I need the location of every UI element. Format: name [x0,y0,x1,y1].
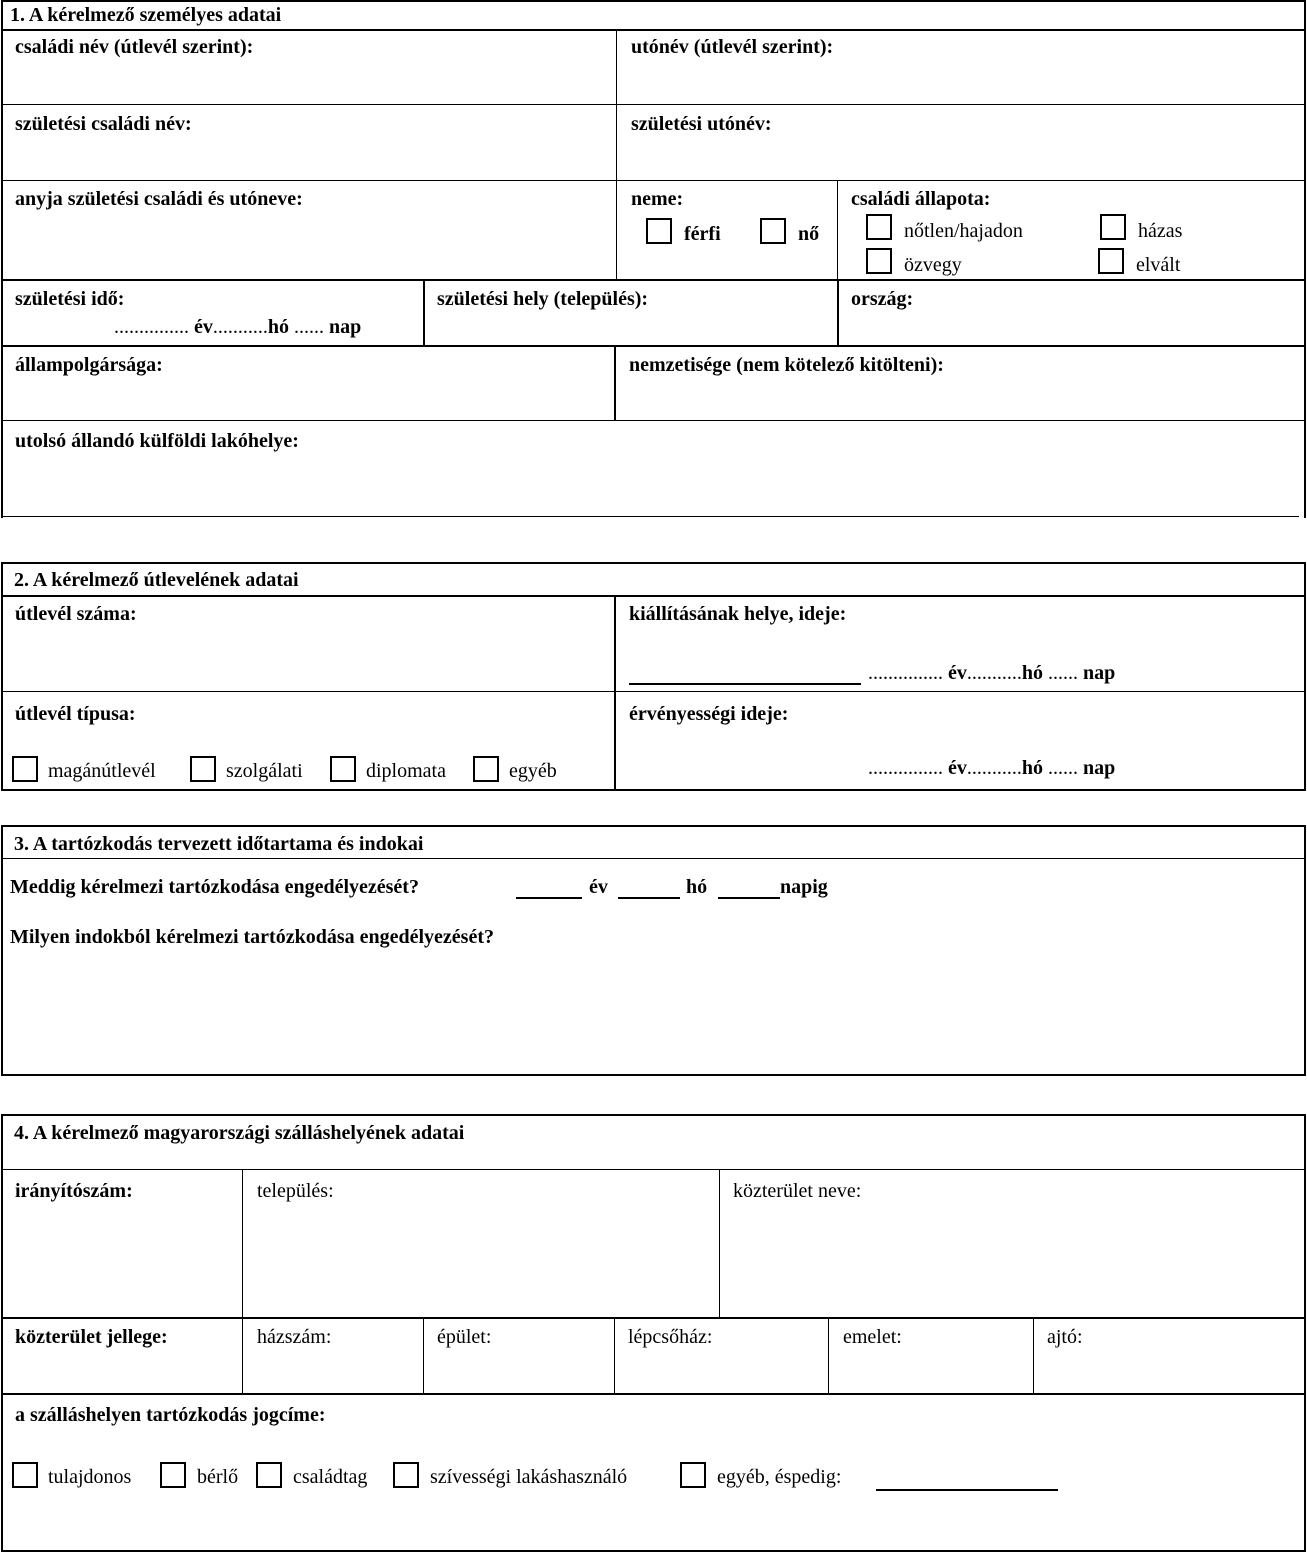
stay-months-label: hó [686,876,708,898]
stay-years-field[interactable] [516,897,582,899]
issue-date-day-dots: ...... [1048,662,1079,684]
passport-type-label: útlevél típusa: [15,703,136,725]
legal-title-label: a szálláshelyen tartózkodás jogcíme: [15,1404,326,1426]
legal-tenant-label: bérlő [197,1466,239,1488]
stay-months-field[interactable] [618,897,680,899]
birth-date-day-label: nap [329,316,362,338]
legal-courtesy-user-label: szívességi lakáshasználó [430,1466,628,1488]
issue-date-month-dots: ........... [966,662,1022,684]
floor-field[interactable] [830,1350,1032,1392]
divider [1,1169,1306,1170]
country-field[interactable] [840,312,1303,344]
passport-type-service-label: szolgálati [226,760,303,782]
divider [1,279,1306,281]
sex-female-label: nő [798,223,820,245]
marital-widowed-label: özvegy [904,254,962,276]
last-residence-label: utolsó állandó külföldi lakóhelye: [15,430,299,452]
legal-other-label: egyéb, éspedig: [717,1466,842,1488]
divider [1,858,1306,859]
stay-days-label: napig [780,876,828,898]
legal-courtesy-user-checkbox[interactable] [393,1462,419,1488]
validity-date-day-dots: ...... [1048,757,1079,779]
validity-label: érvényességi ideje: [629,703,789,725]
marital-married-label: házas [1138,220,1183,242]
divider [1033,1319,1034,1393]
door-field[interactable] [1035,1350,1303,1392]
sex-label: neme: [631,188,684,210]
legal-other-checkbox[interactable] [680,1462,706,1488]
divider [837,281,839,346]
birth-date-month-label: hó [267,316,290,338]
stay-days-field[interactable] [718,897,780,899]
marital-married-checkbox[interactable] [1100,214,1126,240]
issue-date-field[interactable] [868,662,1115,684]
passport-type-other-label: egyéb [509,760,557,782]
divider [1,516,1299,517]
zip-field[interactable] [3,1206,241,1316]
section1-title: 1. A kérelmező személyes adatai [10,4,282,26]
section2-title: 2. A kérelmező útlevelének adatai [14,569,299,591]
sex-male-checkbox[interactable] [646,218,672,244]
street-type-label: közterület jellege: [15,1326,168,1348]
sex-female-checkbox[interactable] [760,218,786,244]
mother-name-label: anyja születési családi és utóneve: [15,188,303,210]
issue-date-month-label: hó [1021,662,1044,684]
marital-divorced-checkbox[interactable] [1098,248,1124,274]
settlement-label: település: [257,1180,334,1202]
divider [614,347,616,421]
divider [423,281,425,346]
divider [1,29,1306,31]
birth-date-label: születési idő: [15,288,125,310]
section4-title: 4. A kérelmező magyarországi szálláshelyének adatai [14,1122,465,1144]
street-name-field[interactable] [721,1206,1303,1316]
country-label: ország: [851,288,914,310]
passport-type-diplomatic-label: diplomata [366,760,446,782]
divider [614,1319,615,1393]
divider [837,181,838,280]
street-name-label: közterület neve: [733,1180,862,1202]
passport-type-private-checkbox[interactable] [12,756,38,782]
marital-status-label: családi állapota: [851,188,991,210]
passport-number-field[interactable] [3,628,613,691]
passport-type-service-checkbox[interactable] [190,756,216,782]
birth-date-year-dots: ............... [114,316,189,338]
validity-date-year-dots: ............... [868,757,943,779]
marital-widowed-checkbox[interactable] [866,248,892,274]
floor-label: emelet: [843,1326,902,1348]
birth-given-name-field[interactable] [619,137,1303,179]
issue-date-day-label: nap [1083,662,1116,684]
issue-place-field[interactable] [629,683,861,685]
passport-type-diplomatic-checkbox[interactable] [330,756,356,782]
divider [1,345,1306,347]
divider [1,1317,1306,1319]
stay-years-label: év [589,876,608,898]
divider [1,420,1306,421]
legal-family-member-checkbox[interactable] [256,1462,282,1488]
divider [1,180,1306,181]
divider [423,1319,424,1393]
birth-date-day-dots: ...... [294,316,325,338]
stay-reason-question: Milyen indokból kérelmezi tartózkodása engedélyezését? [10,926,495,948]
sex-male-label: férfi [684,223,721,245]
legal-tenant-checkbox[interactable] [160,1462,186,1488]
validity-date-year-label: év [948,757,967,779]
validity-date-month-dots: ........... [966,757,1022,779]
marital-single-label: nőtlen/hajadon [904,220,1023,242]
divider [616,30,617,180]
passport-type-private-label: magánútlevél [48,760,156,782]
marital-single-checkbox[interactable] [866,214,892,240]
birth-date-field[interactable] [114,316,361,338]
birth-date-year-label: év [194,316,213,338]
divider [1,1393,1306,1395]
passport-number-label: útlevél száma: [15,603,137,625]
issue-date-year-dots: ............... [868,662,943,684]
divider [1,104,1306,105]
street-type-field[interactable] [3,1350,241,1392]
staircase-label: lépcsőház: [628,1326,713,1348]
family-name-label: családi név (útlevél szerint): [15,36,254,58]
birth-given-name-label: születési utónév: [631,113,772,135]
birth-date-month-dots: ........... [212,316,268,338]
door-label: ajtó: [1047,1326,1083,1348]
last-residence-field[interactable] [3,456,1299,514]
issue-date-year-label: év [948,662,967,684]
given-name-field[interactable] [619,60,1303,104]
stay-until-question: Meddig kérelmezi tartózkodása engedélyezését? [10,876,419,898]
divider [828,1319,829,1393]
section3-title: 3. A tartózkodás tervezett időtartama és indokai [14,833,424,855]
staircase-field[interactable] [616,1350,827,1392]
validity-date-field[interactable] [868,757,1115,779]
birth-family-name-field[interactable] [3,137,615,179]
citizenship-label: állampolgársága: [15,354,163,376]
divider [1,691,1306,692]
divider [616,181,617,280]
family-name-field[interactable] [3,60,615,104]
nationality-field[interactable] [617,378,1303,420]
validity-date-month-label: hó [1021,757,1044,779]
house-number-field[interactable] [244,1350,422,1392]
mother-name-field[interactable] [3,212,615,278]
divider [614,597,616,790]
birth-place-label: születési hely (település): [437,288,649,310]
legal-owner-label: tulajdonos [48,1466,132,1488]
birth-family-name-label: születési családi név: [15,113,192,135]
validity-date-day-label: nap [1083,757,1116,779]
divider [242,1170,243,1393]
settlement-field[interactable] [244,1206,718,1316]
passport-type-other-checkbox[interactable] [473,756,499,782]
citizenship-field[interactable] [3,378,613,420]
legal-family-member-label: családtag [293,1466,368,1488]
divider [719,1170,720,1318]
marital-divorced-label: elvált [1136,254,1181,276]
stay-reason-field[interactable] [3,955,1303,1073]
legal-owner-checkbox[interactable] [12,1462,38,1488]
house-number-label: házszám: [257,1326,332,1348]
given-name-label: utónév (útlevél szerint): [631,36,834,58]
legal-other-field[interactable] [876,1489,1058,1491]
divider [1,595,1306,597]
issue-label: kiállításának helye, ideje: [629,603,847,625]
nationality-label: nemzetisége (nem kötelező kitölteni): [629,354,944,376]
zip-label: irányítószám: [15,1180,133,1202]
building-field[interactable] [425,1350,613,1392]
building-label: épület: [437,1326,492,1348]
birth-place-field[interactable] [426,312,836,344]
